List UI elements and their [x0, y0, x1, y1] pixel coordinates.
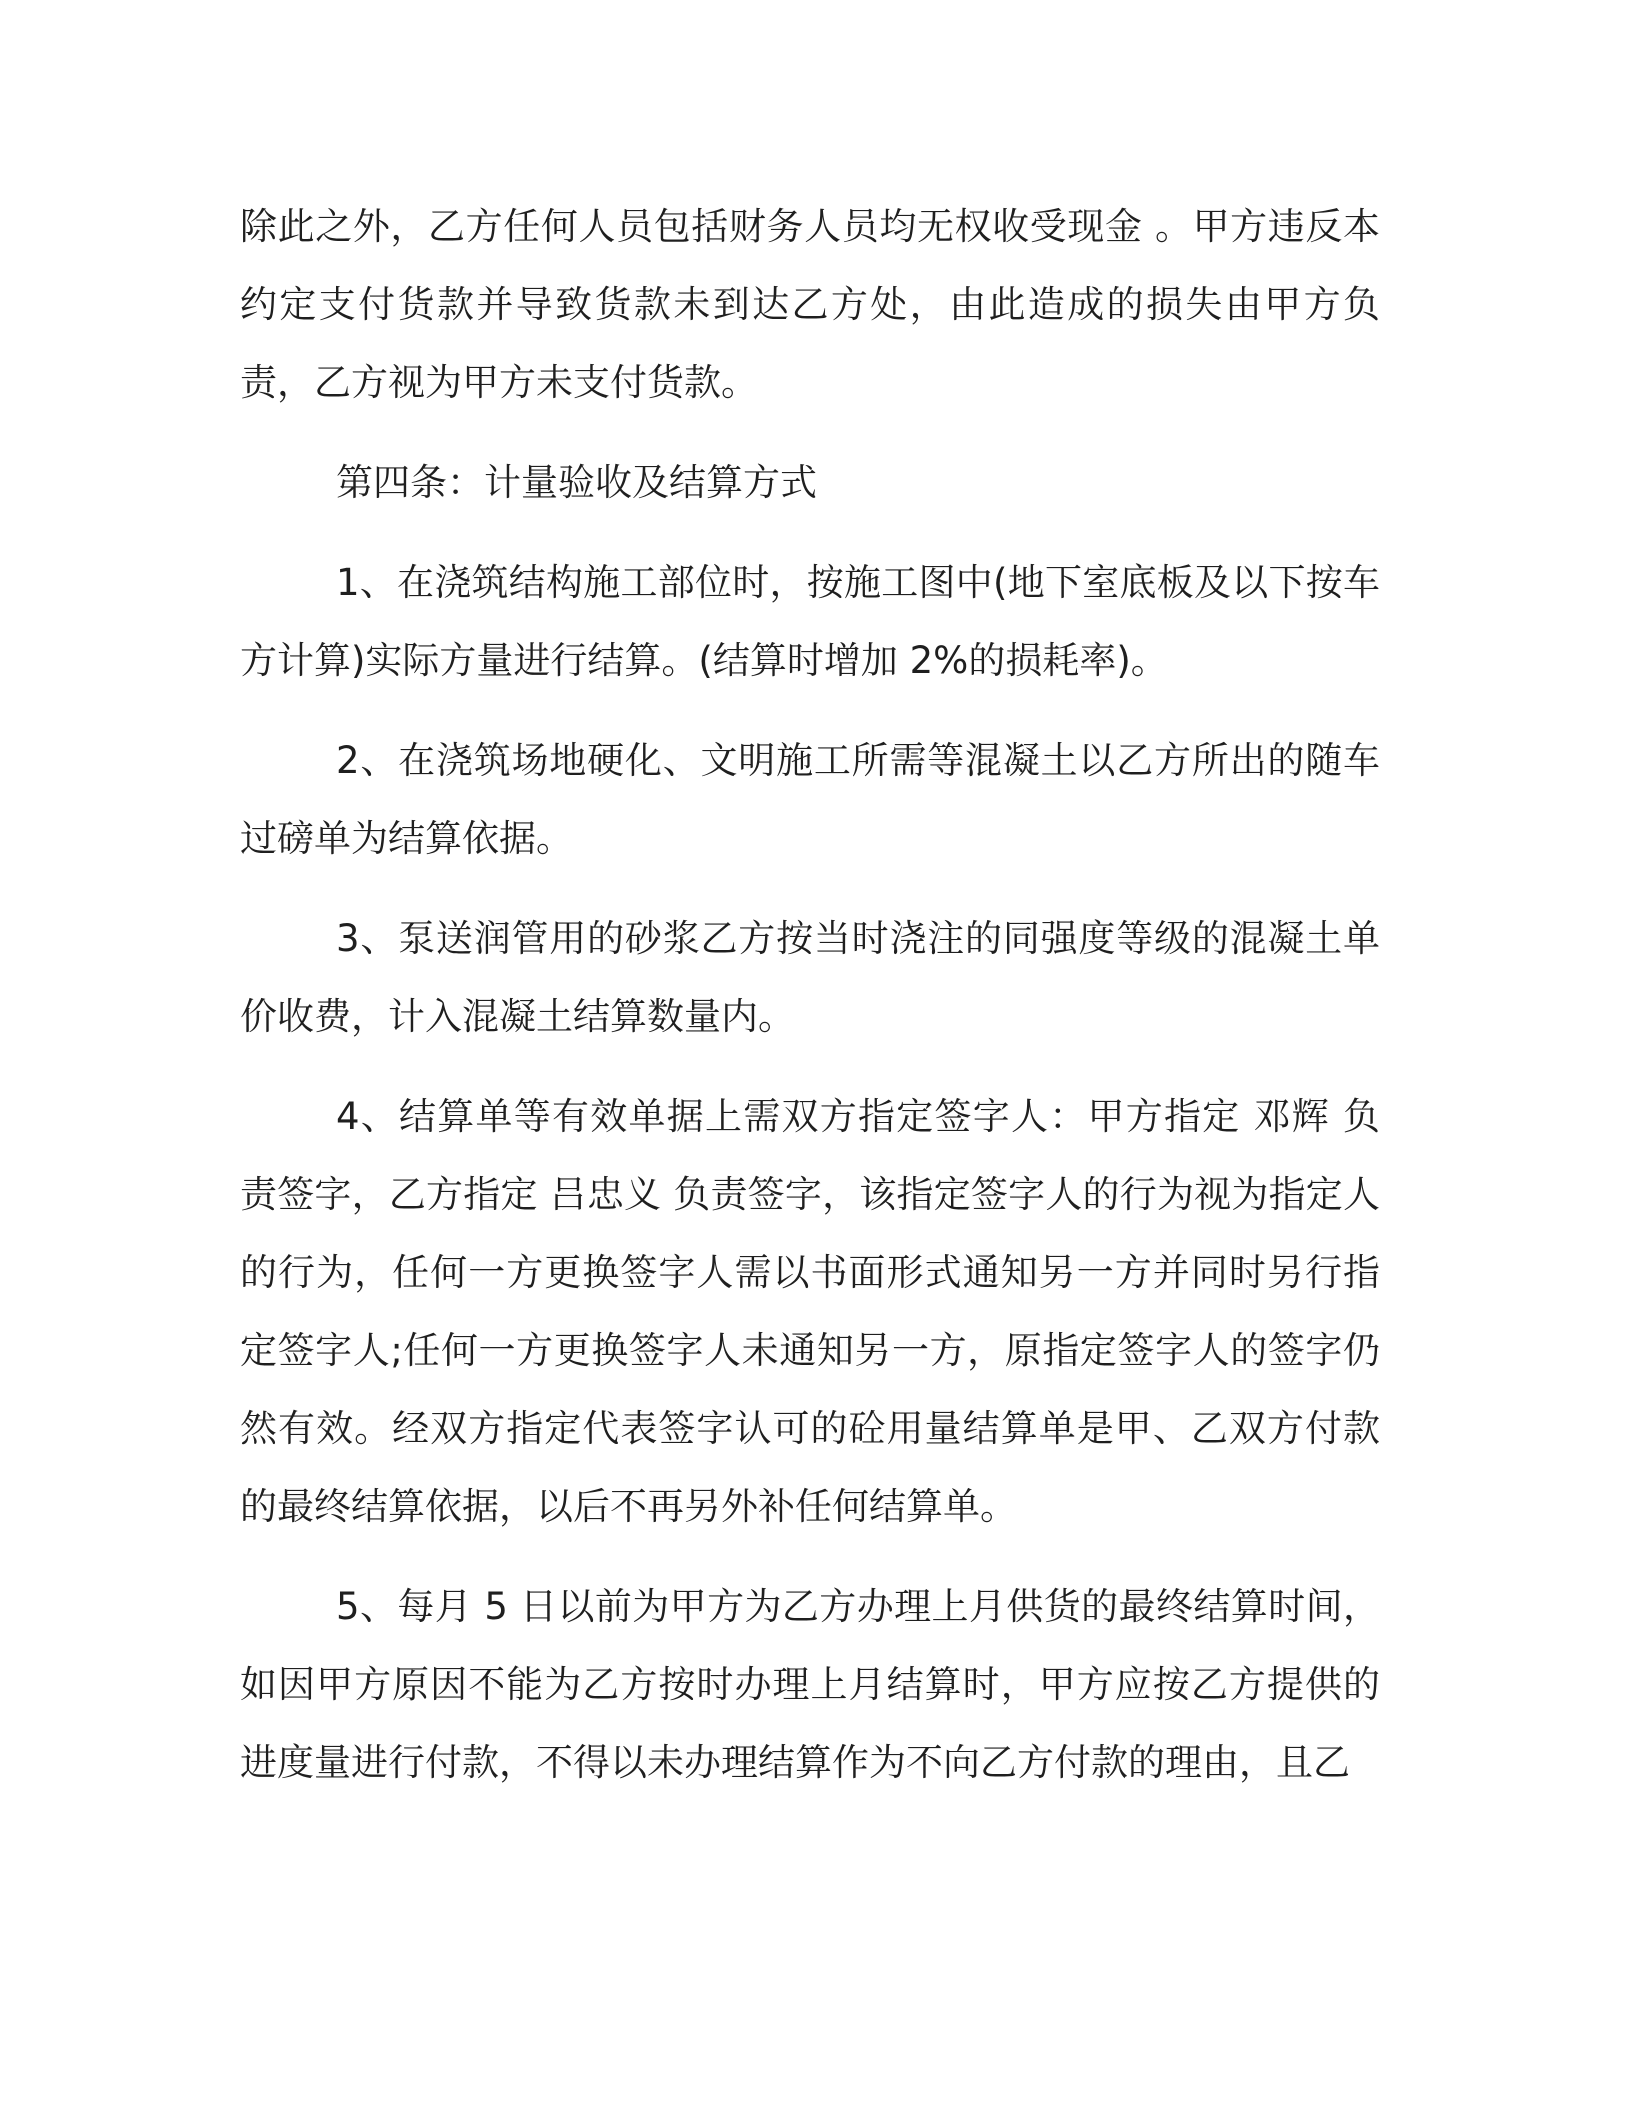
document-body	[240, 188, 1380, 1824]
paragraph-clause-4: 4、结算单等有效单据上需双方指定签字人：甲方指定 邓辉 负责签字，乙方指定 吕忠义 负责签字，该指定签字人的行为视为指定人的行为，任何一方更换签字人需以书面形式通知另一方并同时另行指定签字人;任何一方更换签字人未通知另一方，原指定签字人的签字仍然有效。经双方指定代表签字认可的砼用量结算单是甲、乙双方付款的最终结算依据，以后不再另外补任何结算单。	[240, 1095, 1380, 1528]
paragraph-payment-terms: 除此之外，乙方任何人员包括财务人员均无权收受现金 。甲方违反本约定支付货款并导致货款未到达乙方处，由此造成的损失由甲方负责，乙方视为甲方未支付货款。	[240, 205, 1380, 404]
paragraph-clause-2: 2、在浇筑场地硬化、文明施工所需等混凝土以乙方所出的随车过磅单为结算依据。	[240, 739, 1380, 860]
paragraph-clause-1: 1、在浇筑结构施工部位时，按施工图中(地下室底板及以下按车方计算)实际方量进行结算。(结算时增加 2%的损耗率)。	[240, 561, 1380, 682]
paragraph-clause-3: 3、泵送润管用的砂浆乙方按当时浇注的同强度等级的混凝土单价收费，计入混凝土结算数量内。	[240, 917, 1380, 1038]
section-heading-article-4: 第四条：计量验收及结算方式	[336, 461, 817, 504]
paragraph-clause-5: 5、每月 5 日以前为甲方为乙方办理上月供货的最终结算时间，如因甲方原因不能为乙方按时办理上月结算时，甲方应按乙方提供的进度量进行付款，不得以未办理结算作为不向乙方付款的理由，且乙	[240, 1585, 1380, 1784]
